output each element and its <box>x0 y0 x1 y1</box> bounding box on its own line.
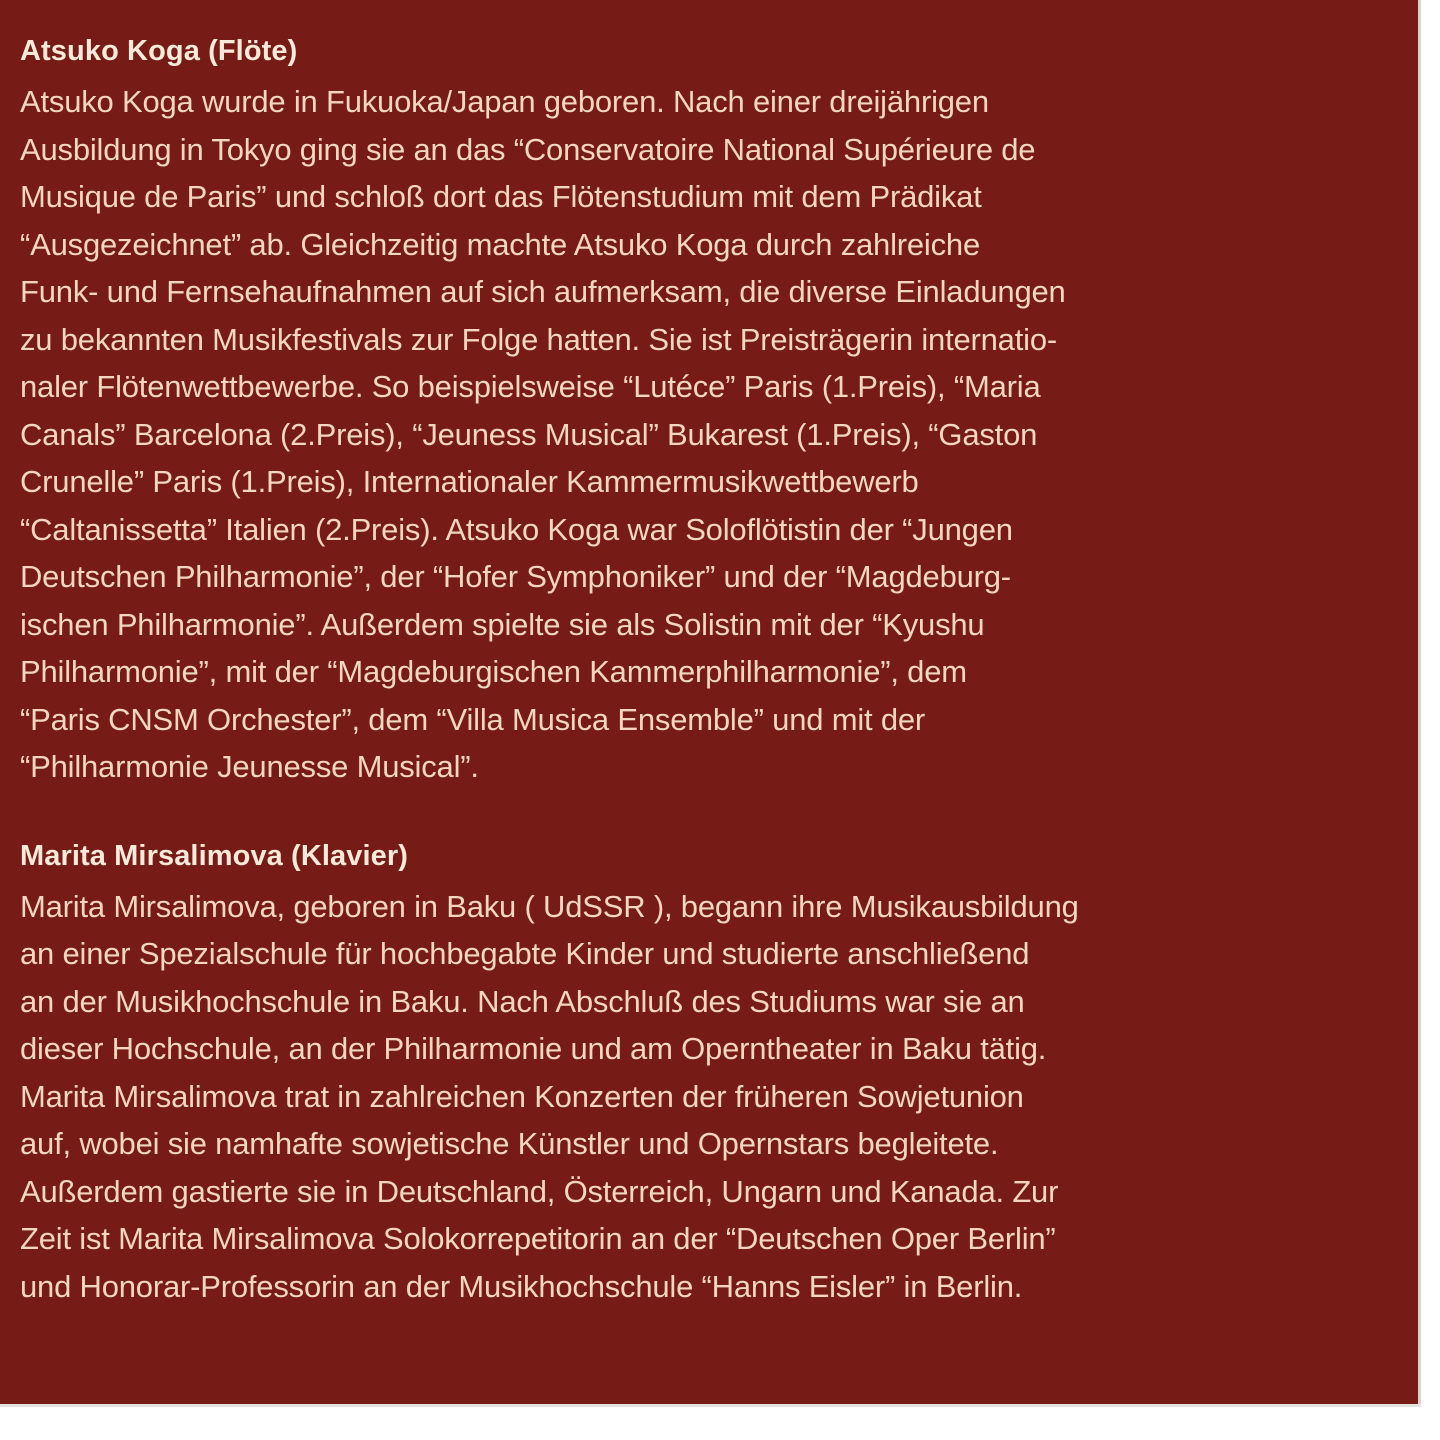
bio-text-line: “Paris CNSM Orchester”, dem “Villa Musica Ensemble” und mit der <box>20 701 926 737</box>
bio-text-line: Zeit ist Marita Mirsalimova Solokorrepetitorin an der “Deutschen Oper Berlin” <box>20 1221 1056 1256</box>
bio-heading: Atsuko Koga (Flöte) <box>20 35 298 67</box>
bio-text-line: “Ausgezeichnet” ab. Gleichzeitig machte Atsuko Koga durch zahlreiche <box>20 226 980 262</box>
bio-text-line: Musique de Paris” und schloß dort das Flötenstudium mit dem Prädikat <box>20 179 982 214</box>
page-edge-shadow <box>1418 0 1421 1404</box>
page-bottom-shadow <box>0 1404 1421 1407</box>
bio-text-line: an der Musikhochschule in Baku. Nach Abschluß des Studiums war sie an <box>20 983 1025 1019</box>
bio-text-line: auf, wobei sie namhafte sowjetische Künstler und Opernstars begleitete. <box>20 1126 999 1161</box>
bio-text-line: zu bekannten Musikfestivals zur Folge hatten. Sie ist Preisträgerin internatio- <box>20 321 1057 357</box>
bio-text-line: naler Flötenwettbewerbe. So beispielsweise “Lutéce” Paris (1.Preis), “Maria <box>20 369 1041 404</box>
bio-text-line: Funk- und Fernsehaufnahmen auf sich aufmerksam, die diverse Einladungen <box>20 274 1066 309</box>
bio-text-line: Crunelle” Paris (1.Preis), Internationaler Kammermusikwettbewerb <box>20 464 919 499</box>
bio-text <box>20 78 1378 791</box>
bio-section-atsuko-koga <box>20 34 1378 791</box>
bio-section-marita-mirsalimova <box>20 839 1378 1311</box>
bio-text-line: Deutschen Philharmonie”, der “Hofer Symphoniker” und der “Magdeburg- <box>20 559 1011 594</box>
bio-text-line: Marita Mirsalimova, geboren in Baku ( UdSSR ), begann ihre Musikausbildung <box>20 888 1079 924</box>
bio-text-line: “Caltanissetta” Italien (2.Preis). Atsuko Koga war Soloflötistin der “Jungen <box>20 511 1013 547</box>
bio-text <box>20 883 1378 1311</box>
bio-text-line: Ausbildung in Tokyo ging sie an das “Conservatoire National Supérieure de <box>20 131 1036 167</box>
bio-text-line: “Philharmonie Jeunesse Musical”. <box>20 749 479 784</box>
bio-text-line: Außerdem gastierte sie in Deutschland, Österreich, Ungarn und Kanada. Zur <box>20 1173 1059 1209</box>
bio-text-line: Philharmonie”, mit der “Magdeburgischen Kammerphilharmonie”, dem <box>20 654 967 689</box>
bio-text-line: und Honorar-Professorin an der Musikhochschule “Hanns Eisler” in Berlin. <box>20 1268 1023 1304</box>
bio-text-line: Atsuko Koga wurde in Fukuoka/Japan geboren. Nach einer dreijährigen <box>20 84 989 119</box>
bio-text-line: an einer Spezialschule für hochbegabte Kinder und studierte anschließend <box>20 936 1030 971</box>
bio-text-line: ischen Philharmonie”. Außerdem spielte sie als Solistin mit der “Kyushu <box>20 606 985 642</box>
bio-heading: Marita Mirsalimova (Klavier) <box>20 839 408 872</box>
bio-text-line: Canals” Barcelona (2.Preis), “Jeuness Musical” Bukarest (1.Preis), “Gaston <box>20 416 1038 452</box>
bio-text-line: dieser Hochschule, an der Philharmonie und am Operntheater in Baku tätig. <box>20 1031 1047 1066</box>
bio-text-line: Marita Mirsalimova trat in zahlreichen Konzerten der früheren Sowjetunion <box>20 1078 1024 1114</box>
